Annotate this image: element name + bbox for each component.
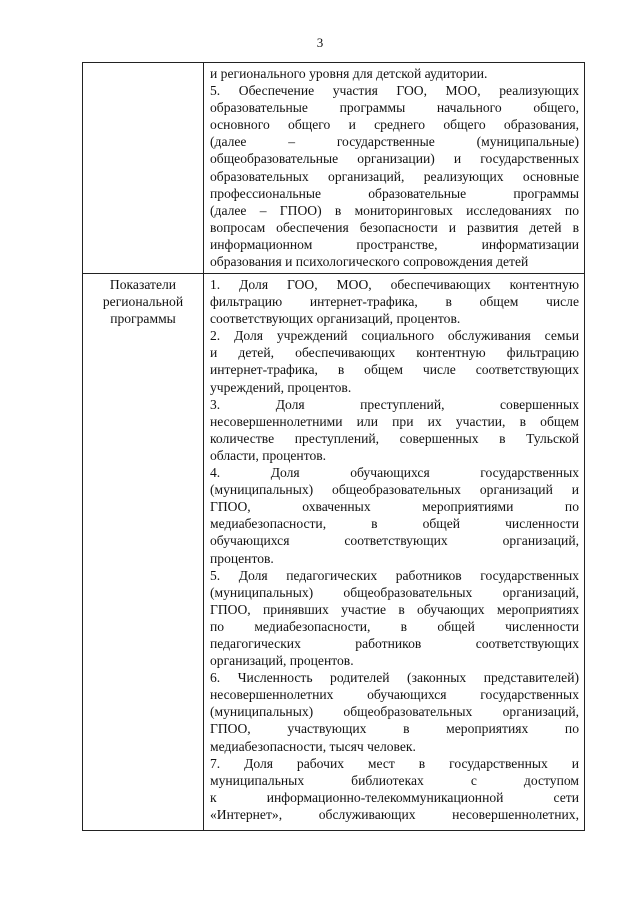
text-line: несовершеннолетних обучающихся государственных [210,687,579,703]
label-cell-indicators [83,274,204,831]
text-line: организаций, процентов. [210,653,354,669]
text-line: профессиональные образовательные программы [210,185,579,201]
program-table [82,62,585,831]
text-line: 6. Численность родителей (законных представителей) [210,670,579,686]
text-line: интернет-трафика, в общем числе соответствующих [210,362,579,378]
text-line: общеобразовательные организации) и государственных [210,151,579,167]
text-line: ГПОО, принявших участие в обучающих мероприятиях [210,601,579,617]
text-line: 1. Доля ГОО, МОО, обеспечивающих контентную [210,277,579,292]
text-line: 7. Доля рабочих мест в государственных и [210,755,579,771]
text-line: области, процентов. [210,447,327,463]
text-line: (далее – ГПОО) в мониторинговых исследованиях по [210,202,579,218]
text-line: (муниципальных) общеобразовательных организаций и [210,482,579,498]
text-line: фильтрацию интернет-трафика, в общем числе [210,294,579,310]
text-line: «Интернет», обслуживающих несовершеннолетних, [210,806,579,822]
text-line: ГПОО, охваченных мероприятиями по [210,499,579,515]
text-line: количестве преступлений, совершенных в Тульской [210,430,579,446]
table-row [83,274,585,831]
label-line: программы [110,311,176,327]
text-line: несовершеннолетними или при их участии, в общем [210,413,579,429]
text-line: (далее – государственные (муниципальные) [210,134,579,150]
content-cell-indicators [204,274,585,831]
content-cell-tasks [204,63,585,274]
text-line: (муниципальных) общеобразовательных организаций, [210,704,579,720]
page-number: 3 [316,35,324,50]
label-cell-empty [83,63,204,274]
text-line: образовательных организаций, реализующих основные [210,168,579,184]
text-line: учреждений, процентов. [210,379,352,395]
text-line: 4. Доля обучающихся государственных [210,465,579,481]
text-line: образования и психологического сопровождения детей [210,254,529,270]
text-line: 2. Доля учреждений социального обслуживания семьи [210,328,579,344]
text-line: (муниципальных) общеобразовательных организаций, [210,584,579,600]
label-line: региональной [102,294,184,310]
text-line: и детей, обеспечивающих контентную фильтрацию [210,345,579,361]
text-line: вопросам обеспечения безопасности и развития детей в [210,219,579,235]
text-line: педагогических работников соответствующих [210,635,579,651]
text-line: 5. Доля педагогических работников государственных [210,567,579,583]
text-line: процентов. [210,550,274,566]
tasks-text [210,65,579,270]
text-line: информационном пространстве, информатизации [210,236,579,252]
indicators-label [87,276,199,327]
text-line: ГПОО, участвующих в мероприятиях по [210,721,579,737]
text-line: соответствующих организаций, процентов. [210,311,461,327]
text-line: образовательные программы начального общего, [210,100,579,116]
text-line: и регионального уровня для детской аудитории. [210,66,488,81]
text-line: обучающихся соответствующих организаций, [210,533,579,549]
text-line: к информационно-телекоммуникационной сети [210,789,579,805]
table-row [83,63,585,274]
text-line: основного общего и среднего общего образования, [210,117,579,133]
text-line: муниципальных библиотеках с доступом [210,772,579,788]
text-line: медиабезопасности, тысяч человек. [210,738,416,754]
text-line: по медиабезопасности, в общей численности [210,618,579,634]
text-line: 3. Доля преступлений, совершенных [210,396,579,412]
label-line: Показатели [109,277,177,292]
text-line: 5. Обеспечение участия ГОО, МОО, реализующих [210,83,579,99]
text-line: медиабезопасности, в общей численности [210,516,579,532]
indicators-text [210,276,579,823]
